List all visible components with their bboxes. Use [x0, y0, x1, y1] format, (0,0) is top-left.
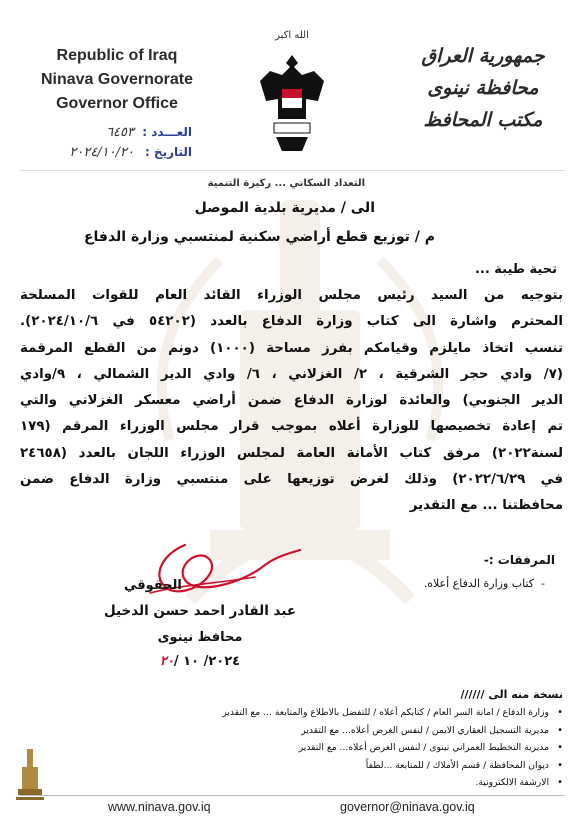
eagle-icon: [252, 41, 332, 161]
header-arabic: [403, 40, 563, 136]
country-name-ar: جمهورية العراق: [421, 45, 545, 67]
signature-date-prefix: ٢٠٢٤/ ١٠ /: [173, 654, 241, 669]
copy-recipient: • وزارة الدفاع / امانة السر العام / كتابكم أعلاه / للتفضل بالاطلاع والمتابعة ... مع التقدير: [23, 704, 563, 722]
letter-body: [20, 283, 563, 520]
iraq-emblem: [252, 30, 332, 170]
governorate-logo-icon: [10, 745, 50, 805]
body-line: محافظتنا ... مع التقدير: [409, 498, 563, 514]
greeting: تحية طيبة ...: [474, 262, 557, 277]
signature-date: [90, 654, 310, 669]
copy-recipient: • مديرية التخطيط العمراني نينوى / لنفس الغرض أعلاه... مع التقدير: [23, 739, 563, 757]
country-name-en: Republic of Iraq: [56, 47, 178, 64]
reference-block: [22, 122, 192, 162]
attachment-item-text: كتاب وزارة الدفاع أعلاه.: [423, 577, 535, 590]
number-value: ٦٤٥٣: [106, 124, 134, 140]
copies-title: نسخة منه الى //////: [460, 688, 563, 701]
body-line: الدير الجنوبي) والعائدة لوزارة الدفاع ضمن أراضي معسكر الغزلاني والتي: [20, 393, 563, 409]
body-line: تنسب اتخاذ مايلزم وقيامكم بفرز مساحة (١٠٠٠) دونم من القطع المرقمة: [20, 340, 563, 356]
office-name-en: Governor Office: [56, 95, 178, 112]
header-english: [22, 44, 212, 116]
handwritten-signature: [90, 535, 310, 605]
governorate-name-en: Ninava Governorate: [40, 71, 194, 88]
reference-date-row: [22, 142, 192, 162]
body-line: في ٢٠٢٢/٦/٢٩) وذلك لغرض توزيعها على منتسبي وزارة الدفاع ضمن: [20, 472, 563, 488]
signature-date-day: ٢٠: [159, 654, 174, 669]
subject-line: م / توزيع قطع أراضي سكنية لمنتسبي وزارة الدفاع: [83, 229, 435, 245]
body-line: المحترم واشارة الى كتاب وزارة الدفاع بالعدد (٥٤٢٠٢ في ٢٠٢٤/١٠/٦).: [20, 314, 563, 330]
signatory-name: عبد القادر احمد حسن الدخيل: [103, 603, 297, 619]
body-line: بتوجيه من السيد رئيس مجلس الوزراء القائد العام للقوات المسلحة: [20, 288, 563, 303]
footer-email: governor@ninava.gov.iq: [340, 800, 475, 814]
body-line: (٧/ وادي حجر الشرقية ، ٢/ الغزلاني ، ٦/ وادي الدير الشمالي ، ٩/وادي: [20, 366, 563, 382]
reference-number-row: [22, 122, 192, 142]
governorate-name-ar: محافظة نينوى: [427, 77, 539, 99]
attachments-title: المرفقات :-: [483, 553, 555, 567]
header-divider: [20, 170, 565, 171]
footer-divider: [20, 795, 565, 796]
copies-list: [23, 704, 563, 792]
body-line: تم إعادة تخصيصها للوزارة أعلاه بموجب قرار مجلس الوزراء المرقم (١٧٩: [20, 419, 563, 435]
number-label: العـــدد :: [142, 125, 192, 139]
copy-recipient: • الارشفة الالكترونية.: [23, 774, 563, 792]
recipient-line: الى / مديرية بلدية الموصل: [194, 200, 375, 216]
copy-recipient: • مديرية التسجيل العقاري الايمن / لنفس الغرض أعلاه... مع التقدير: [23, 722, 563, 740]
copy-recipient: • ديوان المحافظة / قسم الأملاك / للمتابعة ...لطفاً: [23, 757, 563, 775]
date-label: التاريخ :: [144, 145, 192, 159]
footer-website: www.ninava.gov.iq: [108, 800, 211, 814]
date-value: ٢٠٢٤/١٠/٢٠: [69, 144, 134, 160]
attachment-item: - كتاب وزارة الدفاع أعلاه.: [423, 577, 545, 590]
body-line: لسنة٢٠٢٢) مرفق كتاب الأمانة العامة لمجلس الوزراء اللجان بالعدد (٢٤٦٥٨: [20, 445, 563, 461]
signatory-prefix: الحقوقي: [124, 578, 182, 593]
emblem-caption: الله اكبر: [275, 30, 309, 41]
signatory-title: محافظ نينوى: [157, 630, 243, 645]
office-name-ar: مكتب المحافظ: [423, 109, 543, 131]
census-tagline: التعداد السكاني ... ركيزة التنمية: [207, 178, 365, 189]
